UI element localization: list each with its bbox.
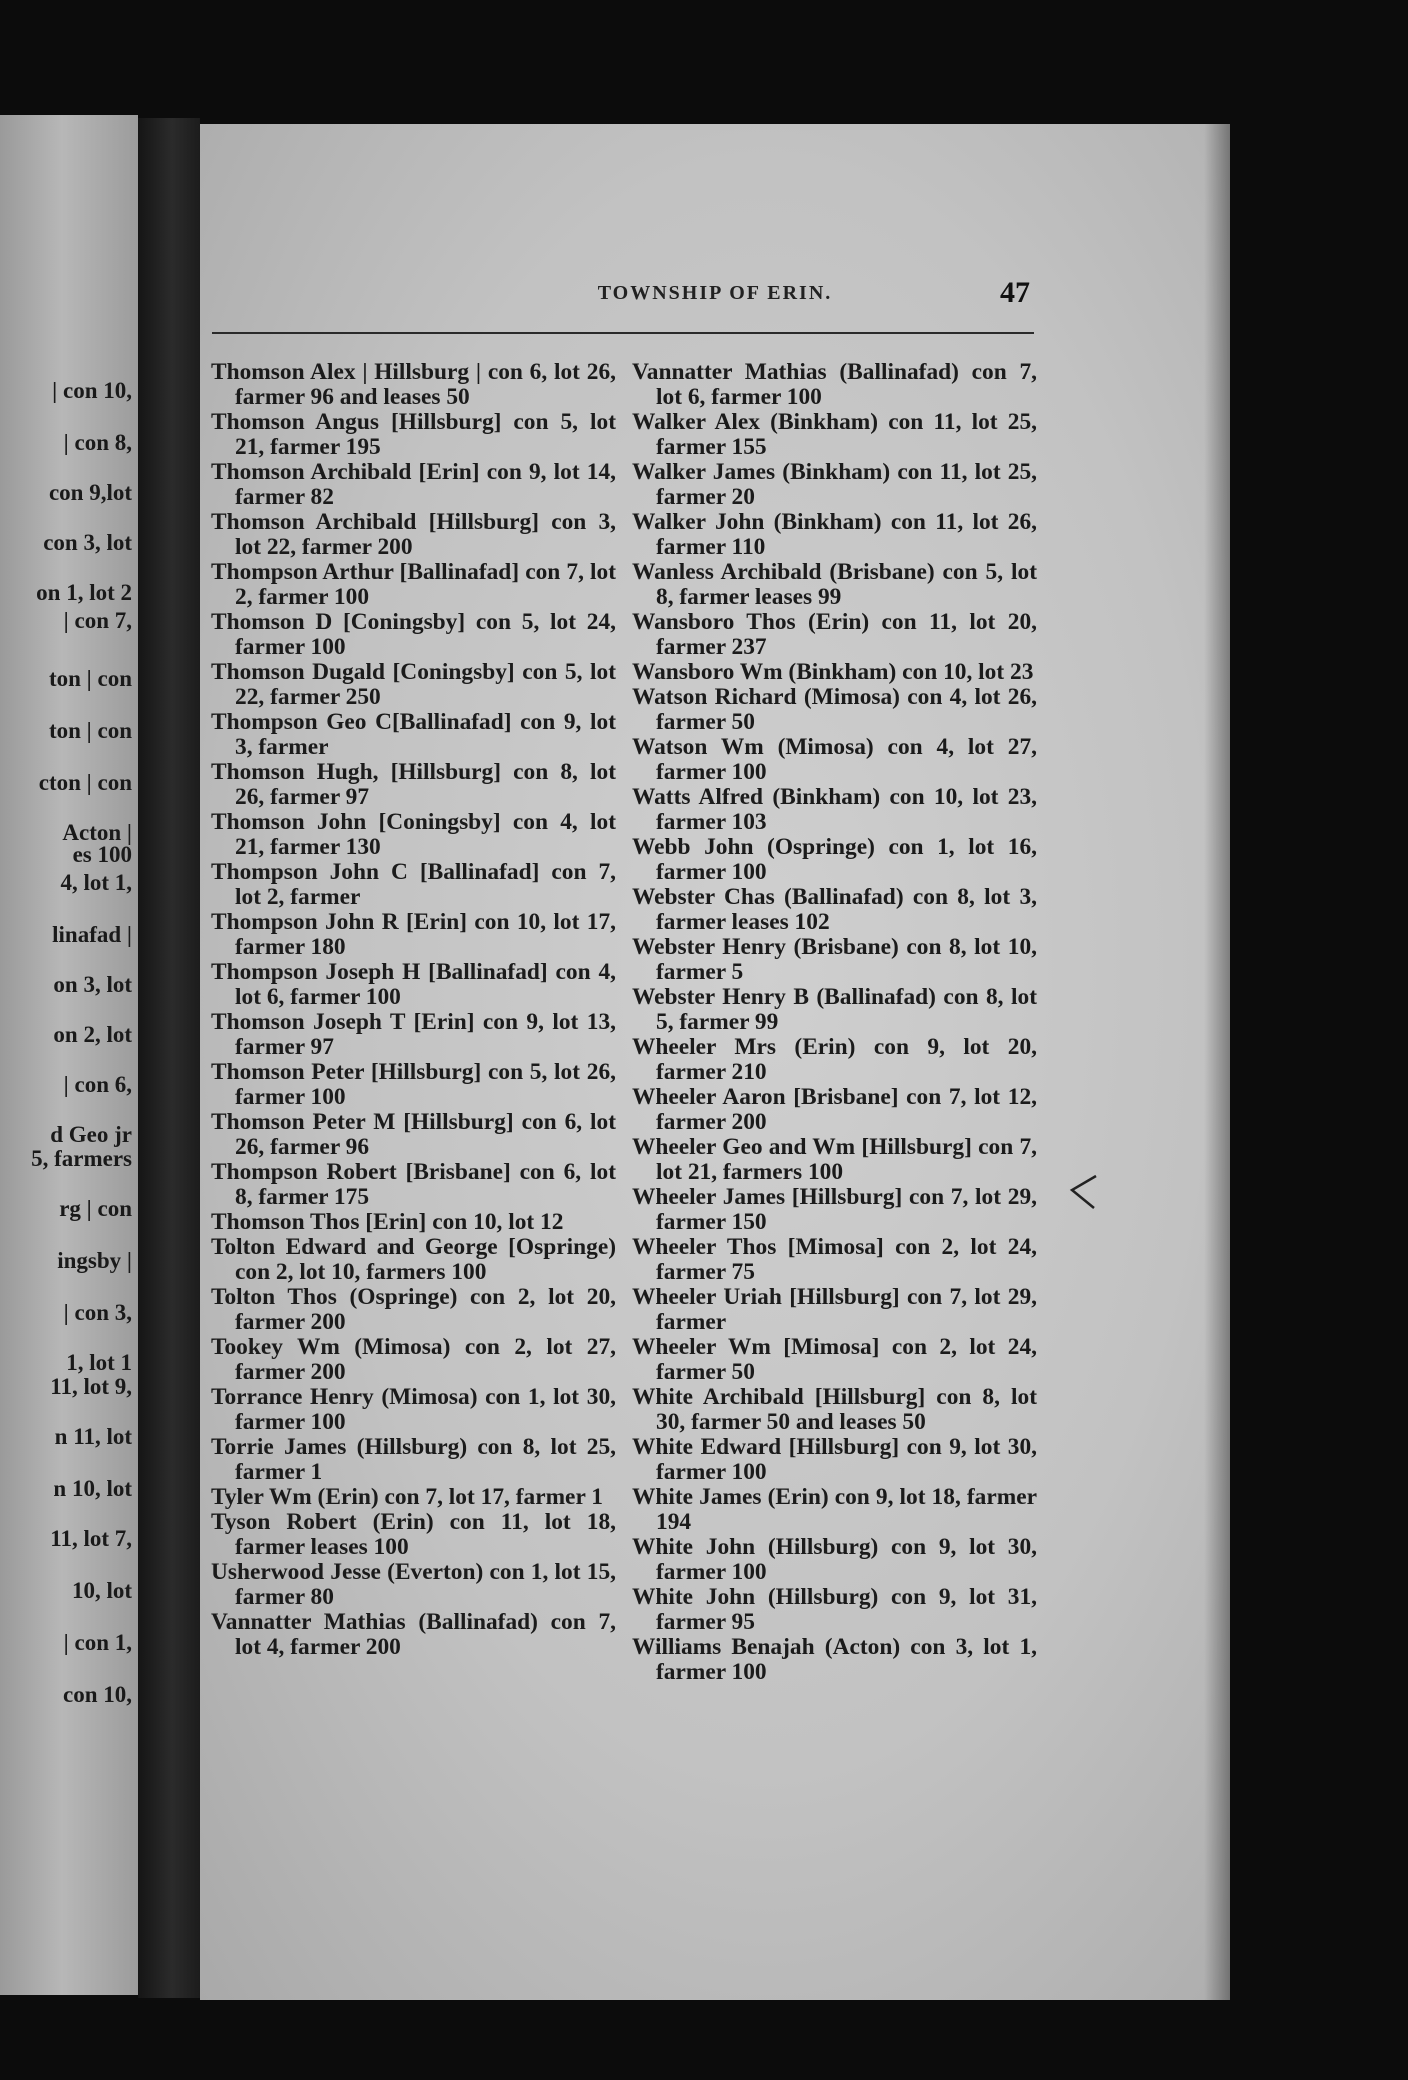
left-page-line: 11, lot 7, [50, 1526, 132, 1551]
left-page-line: es 100 [72, 842, 132, 867]
directory-entry: Wansboro Thos (Erin) con 11, lot 20, farmer 237 [632, 609, 1037, 660]
left-page-line: ton | con [48, 718, 132, 743]
left-page-line: | con 7, [63, 608, 132, 633]
directory-entry: Walker Alex (Binkham) con 11, lot 25, farmer 155 [632, 409, 1037, 460]
directory-entry: Watts Alfred (Binkham) con 10, lot 23, farmer 103 [632, 784, 1037, 835]
directory-entry: Webster Chas (Ballinafad) con 8, lot 3, farmer leases 102 [632, 884, 1037, 935]
left-page-line: con 10, [63, 1682, 132, 1707]
left-page-line: | con 8, [63, 430, 132, 455]
directory-entry: White Edward [Hillsburg] con 9, lot 30, farmer 100 [632, 1434, 1037, 1485]
right-column [632, 360, 1037, 1685]
directory-entry: Wheeler Uriah [Hillsburg] con 7, lot 29, farmer [632, 1284, 1037, 1335]
directory-entry: Thomson Archibald [Hillsburg] con 3, lot 22, farmer 200 [211, 509, 616, 560]
directory-entry: White James (Erin) con 9, lot 18, farmer 194 [632, 1484, 1037, 1535]
left-page-line: on 2, lot [53, 1022, 132, 1047]
directory-entry: Torrie James (Hillsburg) con 8, lot 25, farmer 1 [211, 1434, 616, 1485]
left-page-line: Acton | [62, 820, 132, 845]
directory-entry: Wheeler Mrs (Erin) con 9, lot 20, farmer 210 [632, 1034, 1037, 1085]
directory-entry: Usherwood Jesse (Everton) con 1, lot 15, farmer 80 [211, 1559, 616, 1610]
directory-entry: Thomson Hugh, [Hillsburg] con 8, lot 26, farmer 97 [211, 759, 616, 810]
directory-entry: Webster Henry (Brisbane) con 8, lot 10, farmer 5 [632, 934, 1037, 985]
book-gutter [138, 118, 200, 1998]
left-page-line: 10, lot [71, 1578, 132, 1603]
directory-entry: Wansboro Wm (Binkham) con 10, lot 23 [632, 659, 1034, 685]
directory-entry: Thompson Joseph H [Ballinafad] con 4, lot 6, farmer 100 [211, 959, 616, 1010]
directory-entry: Thompson John R [Erin] con 10, lot 17, farmer 180 [211, 909, 616, 960]
directory-entry: White Archibald [Hillsburg] con 8, lot 30, farmer 50 and leases 50 [632, 1384, 1037, 1435]
directory-entry: Tolton Edward and George [Ospringe) con 2, lot 10, farmers 100 [211, 1234, 616, 1285]
directory-entry: Wheeler Thos [Mimosa] con 2, lot 24, farmer 75 [632, 1234, 1037, 1285]
left-page-line: ingsby | [57, 1248, 132, 1273]
margin-check-mark-icon [1066, 1172, 1106, 1212]
left-page-line: d Geo jr [50, 1122, 132, 1147]
left-page-line: | con 6, [63, 1072, 132, 1097]
directory-entry: Thompson Robert [Brisbane] con 6, lot 8, farmer 175 [211, 1159, 616, 1210]
directory-entry: Wheeler Geo and Wm [Hillsburg] con 7, lot 21, farmers 100 [632, 1134, 1037, 1185]
directory-entry: Williams Benajah (Acton) con 3, lot 1, farmer 100 [632, 1634, 1037, 1685]
left-column [211, 360, 616, 1660]
directory-entry: Thomson Alex | Hillsburg | con 6, lot 26, farmer 96 and leases 50 [211, 359, 616, 410]
directory-entry: Watson Wm (Mimosa) con 4, lot 27, farmer 100 [632, 734, 1037, 785]
directory-entry: Watson Richard (Mimosa) con 4, lot 26, farmer 50 [632, 684, 1037, 735]
left-page-line: ton | con [48, 666, 132, 691]
directory-entry: Torrance Henry (Mimosa) con 1, lot 30, farmer 100 [211, 1384, 616, 1435]
directory-entry: Thomson Peter [Hillsburg] con 5, lot 26, farmer 100 [211, 1059, 616, 1110]
directory-entry: Thomson Dugald [Coningsby] con 5, lot 22, farmer 250 [211, 659, 616, 710]
page-edge-shadow [1204, 124, 1230, 2000]
left-page-line: 11, lot 9, [50, 1374, 132, 1399]
left-page-line: 5, farmers [31, 1146, 132, 1171]
directory-entry: Vannatter Mathias (Ballinafad) con 7, lot 4, farmer 200 [211, 1609, 616, 1660]
left-page-line: on 3, lot [53, 972, 132, 997]
left-page-line: n 11, lot [54, 1424, 132, 1449]
directory-entry: Thompson Geo C[Ballinafad] con 9, lot 3, farmer [211, 709, 616, 760]
directory-entry: Wanless Archibald (Brisbane) con 5, lot 8, farmer leases 99 [632, 559, 1037, 610]
left-page-line: linafad | [52, 922, 132, 947]
left-page-line: con 3, lot [43, 530, 132, 555]
left-page-line: on 1, lot 2 [36, 580, 132, 605]
directory-entry: Walker John (Binkham) con 11, lot 26, farmer 110 [632, 509, 1037, 560]
directory-entry: Tookey Wm (Mimosa) con 2, lot 27, farmer 200 [211, 1334, 616, 1385]
left-page-line: 1, lot 1 [66, 1350, 132, 1375]
left-page-line: n 10, lot [53, 1476, 132, 1501]
directory-entry: Tyler Wm (Erin) con 7, lot 17, farmer 1 [211, 1484, 603, 1510]
previous-page-edge [0, 115, 138, 1995]
directory-page [200, 124, 1230, 2000]
directory-entry: Thomson Archibald [Erin] con 9, lot 14, farmer 82 [211, 459, 616, 510]
directory-entry: Tolton Thos (Ospringe) con 2, lot 20, farmer 200 [211, 1284, 616, 1335]
directory-entry: Thompson Arthur [Ballinafad] con 7, lot 2, farmer 100 [211, 559, 616, 610]
header-rule [212, 332, 1034, 334]
directory-entry: Wheeler Wm [Mimosa] con 2, lot 24, farmer 50 [632, 1334, 1037, 1385]
directory-entry: Thomson Joseph T [Erin] con 9, lot 13, farmer 97 [211, 1009, 616, 1060]
left-page-line: cton | con [38, 770, 132, 795]
left-page-line: rg | con [59, 1196, 132, 1221]
directory-entry: Thomson Peter M [Hillsburg] con 6, lot 26, farmer 96 [211, 1109, 616, 1160]
directory-entry: White John (Hillsburg) con 9, lot 31, farmer 95 [632, 1584, 1037, 1635]
directory-entry: Thompson John C [Ballinafad] con 7, lot 2, farmer [211, 859, 616, 910]
left-page-line: 4, lot 1, [60, 870, 132, 895]
directory-entry: Vannatter Mathias (Ballinafad) con 7, lot 6, farmer 100 [632, 359, 1037, 410]
running-head: TOWNSHIP OF ERIN. [597, 282, 833, 304]
directory-entry: Thomson Thos [Erin] con 10, lot 12 [211, 1209, 564, 1235]
left-page-line: | con 3, [63, 1300, 132, 1325]
left-page-line: | con 1, [63, 1630, 132, 1655]
left-page-line: con 9,lot [48, 480, 132, 505]
directory-entry: Wheeler Aaron [Brisbane] con 7, lot 12, farmer 200 [632, 1084, 1037, 1135]
directory-entry: Wheeler James [Hillsburg] con 7, lot 29, farmer 150 [632, 1184, 1037, 1235]
directory-entry: Thomson D [Coningsby] con 5, lot 24, farmer 100 [211, 609, 616, 660]
directory-entry: Thomson John [Coningsby] con 4, lot 21, farmer 130 [211, 809, 616, 860]
directory-entry: Webb John (Ospringe) con 1, lot 16, farmer 100 [632, 834, 1037, 885]
directory-entry: Tyson Robert (Erin) con 11, lot 18, farmer leases 100 [211, 1509, 616, 1560]
directory-entry: White John (Hillsburg) con 9, lot 30, farmer 100 [632, 1534, 1037, 1585]
directory-entry: Thomson Angus [Hillsburg] con 5, lot 21, farmer 195 [211, 409, 616, 460]
directory-entry: Walker James (Binkham) con 11, lot 25, farmer 20 [632, 459, 1037, 510]
page-number: 47 [1000, 276, 1030, 309]
left-page-line: | con 10, [52, 378, 132, 403]
directory-entry: Webster Henry B (Ballinafad) con 8, lot 5, farmer 99 [632, 984, 1037, 1035]
